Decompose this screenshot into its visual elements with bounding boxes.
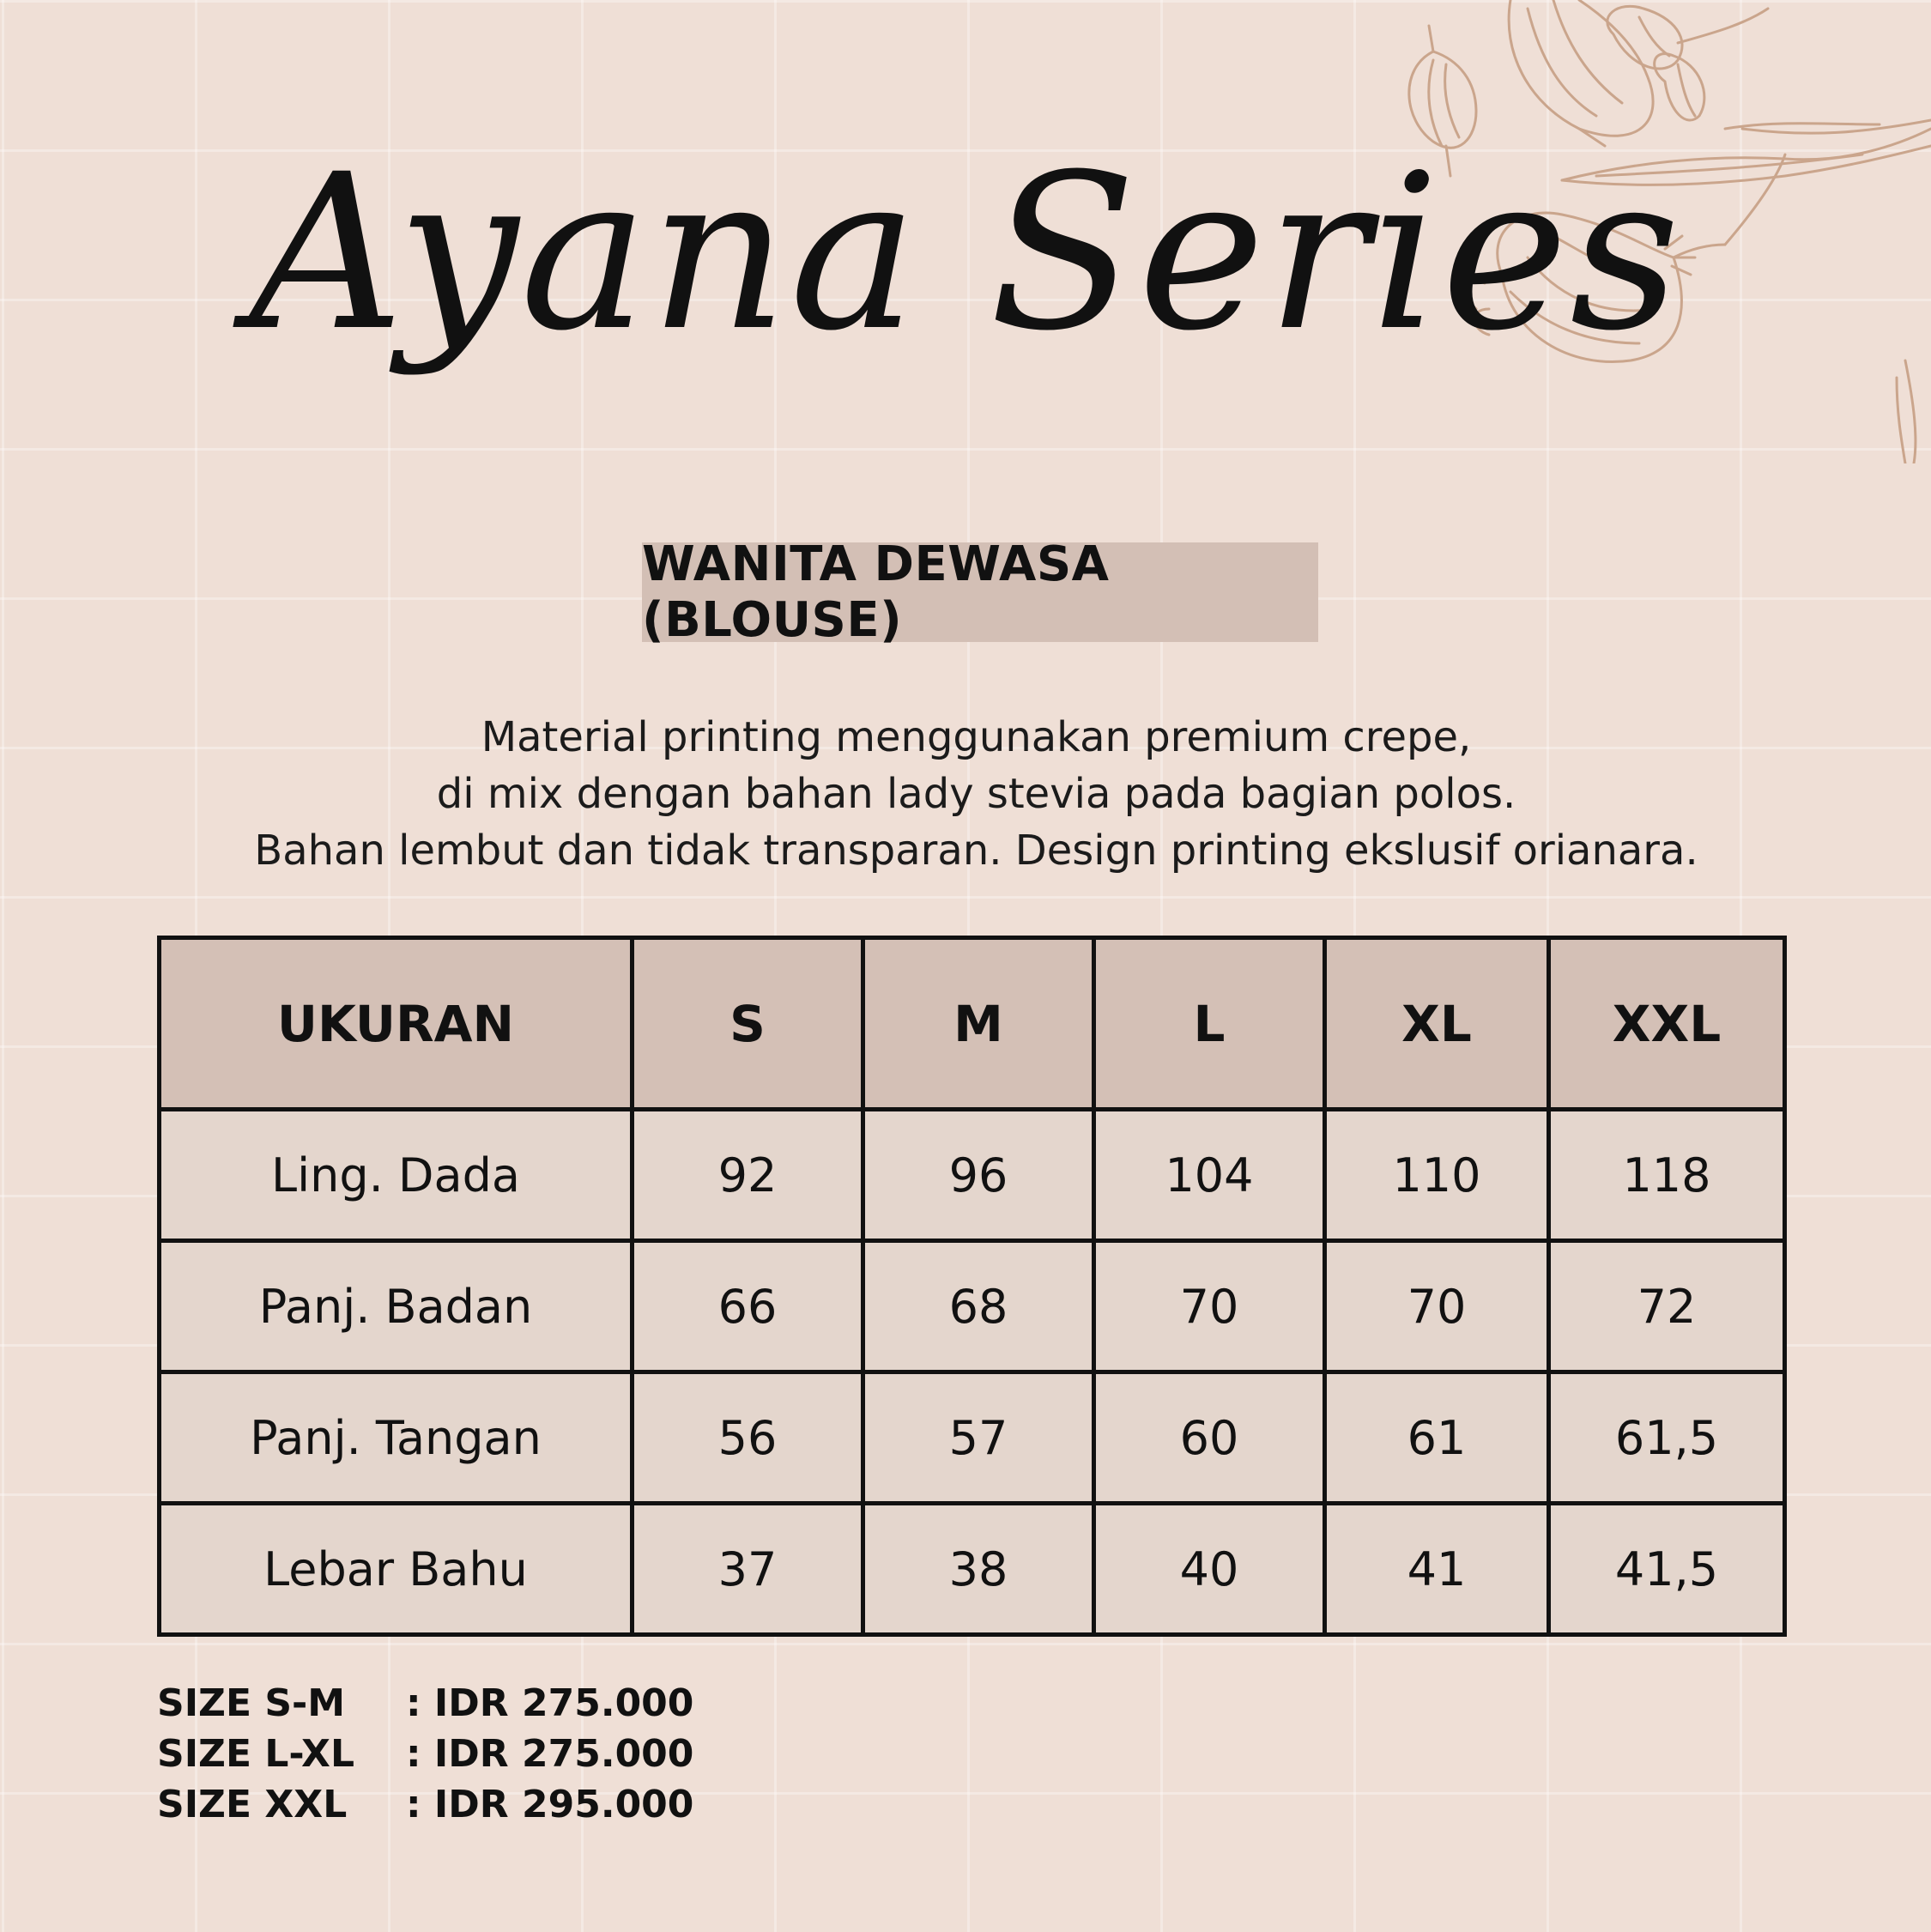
header-cell-s: S xyxy=(633,938,863,1110)
row-label: Lebar Bahu xyxy=(160,1504,633,1635)
row-label: Panj. Tangan xyxy=(160,1372,633,1504)
table-row xyxy=(160,1504,1785,1635)
table-cell: 37 xyxy=(633,1504,863,1635)
table-cell: 118 xyxy=(1549,1110,1785,1241)
description-line: Bahan lembut dan tidak transparan. Design printing ekslusif orianara. xyxy=(254,827,1698,875)
table-cell: 66 xyxy=(633,1241,863,1372)
size-chart-table xyxy=(157,936,1787,1637)
header-cell-l: L xyxy=(1094,938,1325,1110)
header-cell-xl: XL xyxy=(1325,938,1549,1110)
table-cell: 104 xyxy=(1094,1110,1325,1241)
table-cell: 56 xyxy=(633,1372,863,1504)
table-row xyxy=(160,1241,1785,1372)
table-cell: 60 xyxy=(1094,1372,1325,1504)
price-value: : IDR 295.000 xyxy=(406,1783,694,1826)
price-row xyxy=(157,1779,693,1830)
table-header-row xyxy=(160,938,1785,1110)
table-cell: 68 xyxy=(863,1241,1094,1372)
table-cell: 38 xyxy=(863,1504,1094,1635)
price-size-label: SIZE L-XL xyxy=(157,1732,355,1776)
price-list xyxy=(157,1678,693,1830)
description-line: Material printing menggunakan premium crepe, xyxy=(481,713,1472,761)
header-cell-ukuran: UKURAN xyxy=(160,938,633,1110)
table-cell: 70 xyxy=(1094,1241,1325,1372)
table-cell: 41,5 xyxy=(1549,1504,1785,1635)
table-cell: 70 xyxy=(1325,1241,1549,1372)
table-cell: 57 xyxy=(863,1372,1094,1504)
product-description xyxy=(0,709,1931,879)
table-cell: 40 xyxy=(1094,1504,1325,1635)
price-value: : IDR 275.000 xyxy=(406,1681,694,1725)
price-row xyxy=(157,1729,693,1779)
table-row xyxy=(160,1372,1785,1504)
price-value: : IDR 275.000 xyxy=(406,1732,694,1776)
category-label: WANITA DEWASA (BLOUSE) xyxy=(642,542,1318,642)
description-line: di mix dengan bahan lady stevia pada bagian polos. xyxy=(436,770,1516,818)
price-row xyxy=(157,1678,693,1729)
price-size-label: SIZE S-M xyxy=(157,1681,346,1725)
page-title: Ayana Series xyxy=(249,128,1682,378)
table-row xyxy=(160,1110,1785,1241)
header-cell-m: M xyxy=(863,938,1094,1110)
row-label: Panj. Badan xyxy=(160,1241,633,1372)
header-cell-xxl: XXL xyxy=(1549,938,1785,1110)
table-cell: 110 xyxy=(1325,1110,1549,1241)
table-cell: 92 xyxy=(633,1110,863,1241)
table-cell: 61 xyxy=(1325,1372,1549,1504)
row-label: Ling. Dada xyxy=(160,1110,633,1241)
table-cell: 72 xyxy=(1549,1241,1785,1372)
table-cell: 41 xyxy=(1325,1504,1549,1635)
price-size-label: SIZE XXL xyxy=(157,1783,348,1826)
table-cell: 61,5 xyxy=(1549,1372,1785,1504)
table-cell: 96 xyxy=(863,1110,1094,1241)
